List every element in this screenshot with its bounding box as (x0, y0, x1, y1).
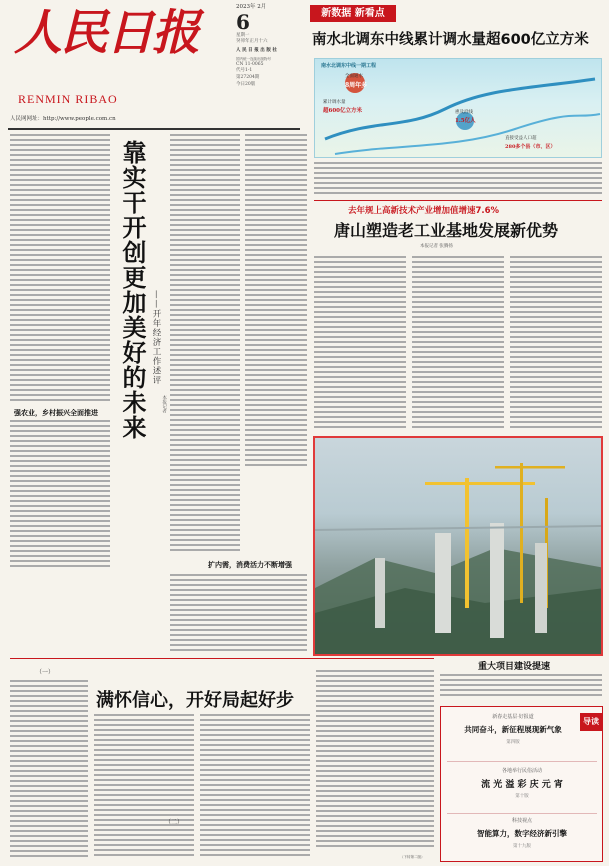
info-value: 8周年多 (345, 82, 368, 89)
section-subhead: 扩内需，消费活力不断增强 (208, 561, 292, 569)
guide-box (440, 706, 603, 862)
weekday: 星期一 (236, 32, 250, 38)
story2-headline: 唐山塑造老工业基地发展新优势 (334, 221, 559, 240)
guide-page: 第十九版 (513, 844, 531, 849)
story3-text (316, 670, 434, 854)
info-label: 惠及沿线 (455, 110, 473, 115)
story2-text (412, 256, 504, 434)
guide-title: 流 光 溢 彩 庆 元 宵 (481, 780, 563, 790)
banner-tag: 新数据 新看点 (310, 5, 396, 22)
cn-code: CN 11-0065 (236, 61, 264, 67)
photo-caption-text (440, 674, 602, 702)
feature-column-text (170, 134, 240, 554)
story3-headline: 满怀信心，开好局起好步 (96, 690, 294, 711)
info-label: 直接受益人口超 (505, 136, 537, 141)
guide-item[interactable] (447, 767, 597, 811)
story2-text (510, 256, 602, 434)
story3-text (94, 714, 194, 860)
guide-kicker: 科技视点 (511, 818, 532, 824)
story3-part-one: （一） (36, 669, 55, 676)
bridge-construction-icon (315, 438, 603, 656)
story2-kicker: 去年规上高新技术产业增加值增速7.6% (348, 206, 500, 216)
infographic-title: 南水北调东中线一期工程 (321, 63, 377, 69)
top-left-article-text (10, 134, 110, 404)
guide-page: 第四版 (506, 740, 520, 745)
newspaper-name: 人民日报 (14, 5, 199, 61)
guide-page: 第十版 (515, 794, 529, 799)
guide-title: 智能算力，数字经济新引擎 (477, 829, 567, 838)
section-rule (10, 658, 434, 659)
day-number: 6 (236, 9, 250, 34)
left-article-text (10, 420, 110, 690)
guide-label: 导读 (580, 713, 602, 731)
story3-continued: （下转第二版） (400, 855, 425, 859)
info-label: 累计调水量 (323, 100, 346, 105)
info-value: 超600亿立方米 (323, 108, 362, 114)
publisher: 人 民 日 报 出 版 社 (236, 47, 277, 53)
banner-headline: 南水北调东中线累计调水量超600亿立方米 (312, 32, 589, 48)
lunar-date: 癸卯年正月十六 (236, 39, 268, 45)
banner-article-text (314, 162, 602, 198)
story2-byline: 本报记者 张腾扬 (420, 244, 453, 249)
year-month: 2023年 2月 (236, 4, 267, 10)
construction-photo (313, 436, 603, 656)
feature-column-text (245, 134, 307, 474)
guide-item[interactable] (447, 817, 597, 861)
guide-title: 共同奋斗，新征程展现新气象 (464, 725, 562, 734)
section-rule (314, 200, 602, 201)
feature-lower-text (170, 574, 307, 654)
website-line: 人民网网址：http://www.people.com.cn (10, 116, 116, 122)
page-count: 今日20版 (236, 81, 256, 87)
serial-code: 国内统一连续出版物号 (236, 57, 271, 62)
masthead-logo (14, 2, 224, 66)
story3-text (10, 680, 88, 860)
date-block (236, 4, 300, 128)
photo-caption: 重大项目建设提速 (478, 662, 551, 672)
guide-kicker: 各地举行民俗活动 (501, 768, 542, 774)
masthead-pinyin: RENMIN RIBAO (18, 92, 118, 106)
section-subhead: 强农业，乡村振兴全面推进 (14, 409, 98, 417)
post-code: 代号1-1 (236, 68, 253, 74)
story3-part-two: （二） (165, 819, 184, 826)
info-value: 1.5亿人 (455, 118, 476, 124)
guide-item[interactable] (447, 713, 579, 757)
feature-author: 本报记者 (161, 395, 167, 413)
feature-headline: 靠实干开创更加美好的未来 (118, 140, 147, 440)
story2-text (314, 256, 406, 434)
guide-kicker: 新春走基层·好报道 (492, 714, 534, 720)
info-label: 全面通水 (345, 74, 363, 79)
info-value: 280多个县（市、区） (505, 144, 556, 150)
story3-text (200, 714, 310, 860)
masthead-rule (8, 128, 300, 130)
banner-infographic (314, 58, 602, 158)
feature-subtitle: ——开年经济工作述评 (151, 290, 161, 385)
issue-number: 第27204期 (236, 75, 260, 81)
